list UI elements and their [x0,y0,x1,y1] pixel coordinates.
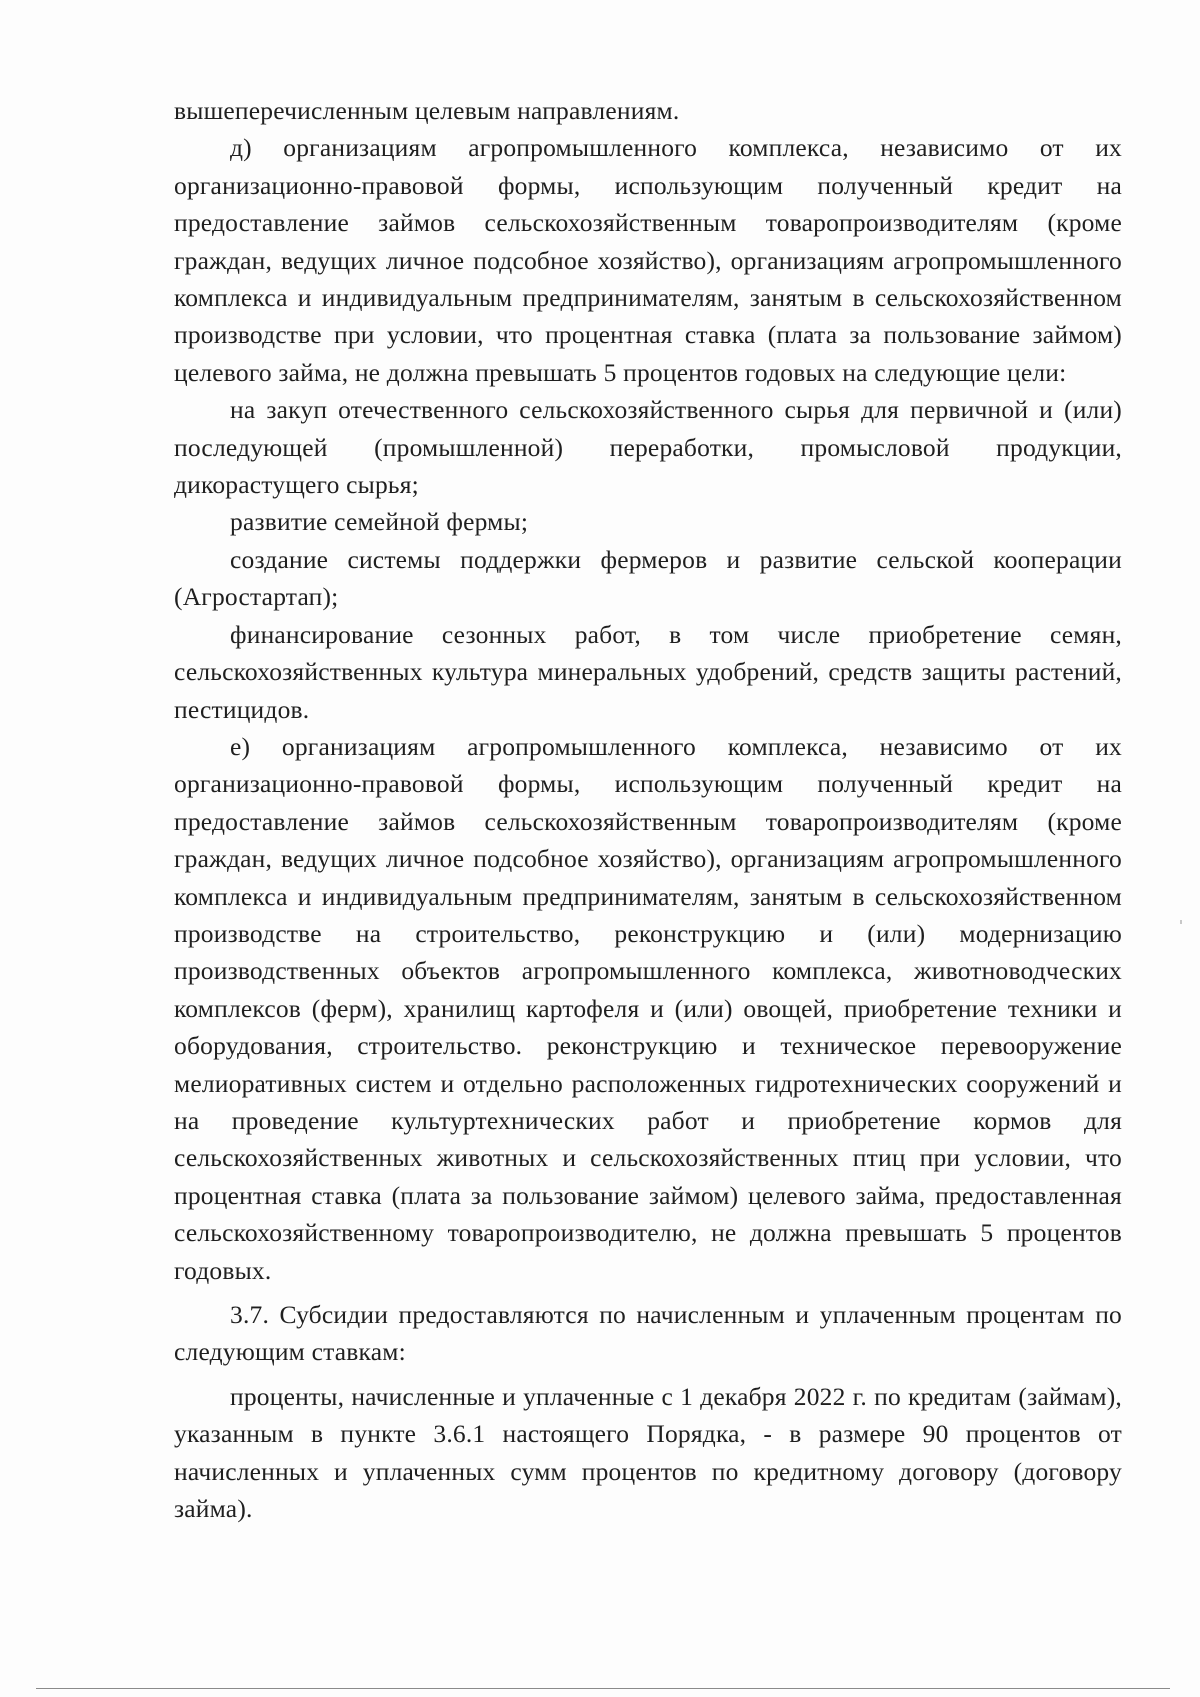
paragraph-rates: проценты, начисленные и уплаченные с 1 декабря 2022 г. по кредитам (займам), указанным в пункте 3.6.1 настоящего Порядка, - в размере 90 процентов от начисленных и уплаченных сумм процентов по кредитному договору (договору займа). [174,1381,1122,1524]
paragraph-item-d: д) организациям агропромышленного комплекса, независимо от их организационно-правовой формы, использующим полученный кредит на предоставление займов сельскохозяйственным товаропроизводителям (кроме граждан, ведущих личное подсобное хозяйство), организациям агропромышленного комплекса и индивидуальным предпринимателям, занятым в сельскохозяйственном производстве при условии, что процентная ставка (плата за пользование займом) целевого займа, не должна превышать 5 процентов годовых на следующие цели: [174,133,1122,387]
scan-speck [1180,920,1182,924]
paragraph-goal-agrostartup: создание системы поддержки фермеров и развитие сельской кооперации (Агростартап); [174,544,1122,612]
paragraph-continuation: вышеперечисленным целевым направлениям. [174,96,680,125]
document-body [174,92,1122,1527]
paragraph-goal-seasonal-work: финансирование сезонных работ, в том числе приобретение семян, сельскохозяйственных культура минеральных удобрений, средств защиты растений, пестицидов. [174,619,1122,724]
page-bottom-edge [36,1688,1170,1689]
paragraph-section-3-7: 3.7. Субсидии предоставляются по начисленным и уплаченным процентам по следующим ставкам: [174,1300,1122,1367]
paragraph-goal-raw-materials: на закуп отечественного сельскохозяйственного сырья для первичной и (или) последующей (промышленной) переработки, промысловой продукции, дикорастущего сырья; [174,395,1122,500]
paragraph-item-e: е) организациям агропромышленного комплекса, независимо от их организационно-правовой формы, использующим полученный кредит на предоставление займов сельскохозяйственным товаропроизводителям (кроме граждан, ведущих личное подсобное хозяйство), организациям агропромышленного комплекса и индивидуальным предпринимателям, занятым в сельскохозяйственном производстве на строительство, реконструкцию и (или) модернизацию производственных объектов агропромышленного комплекса, животноводческих комплексов (ферм), хранилищ картофеля и (или) овощей, приобретение техники и оборудования, строительство. реконструкцию и техническое перевооружение мелиоративных систем и отдельно расположенных гидротехнических сооружений и на проведение культуртехнических работ и приобретение кормов для сельскохозяйственных животных и сельскохозяйственных птиц при условии, что процентная ставка (плата за пользование займом) целевого займа, предоставленная сельскохозяйственному товаропроизводителю, не должна превышать 5 процентов годовых. [174,731,1122,1285]
paragraph-goal-family-farm: развитие семейной фермы; [230,507,529,537]
